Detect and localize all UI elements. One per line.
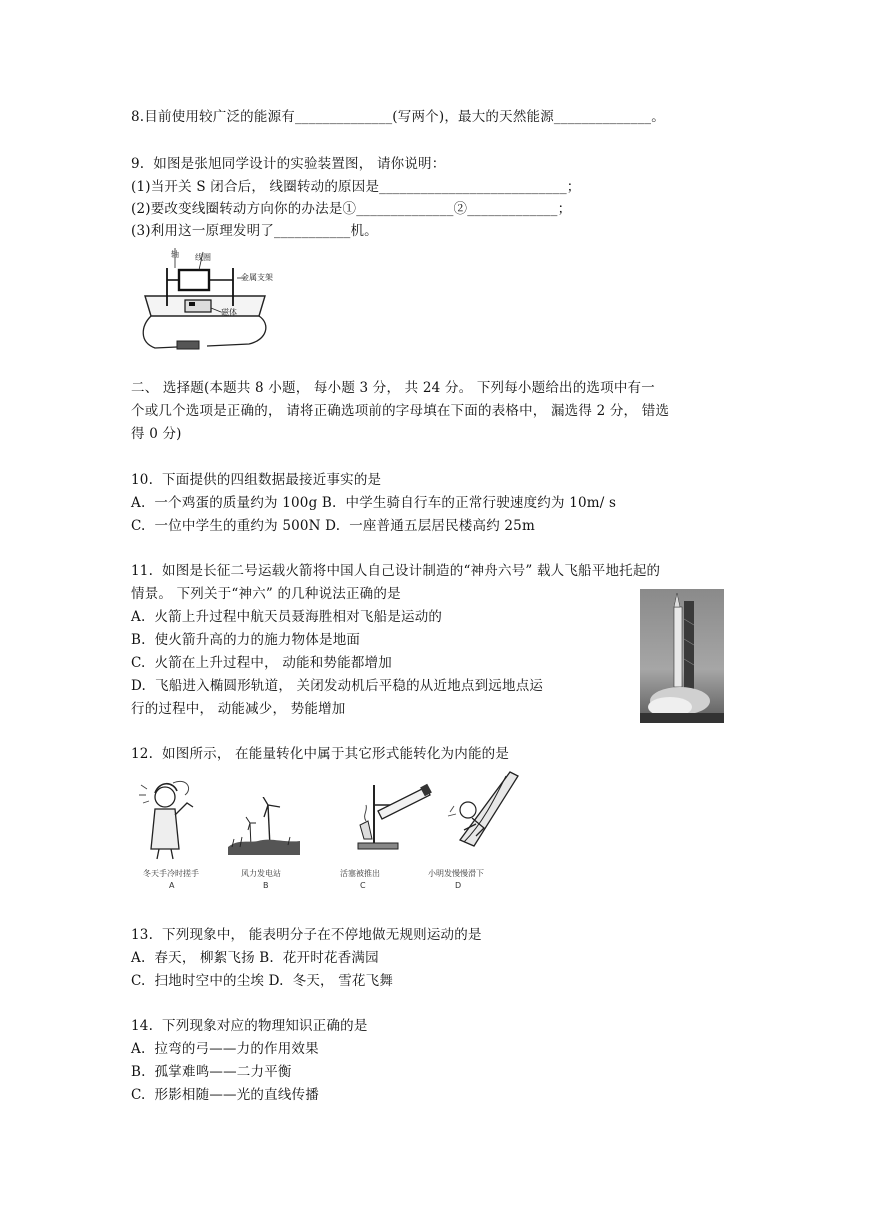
q9-part1: (1)当开关 S 闭合后， 线圈转动的原因是___________________________； <box>131 179 581 195</box>
q11-option-c: C. 火箭在上升过程中， 动能和势能都增加 <box>131 655 392 671</box>
q14-option-b: B. 孤掌难鸣——二力平衡 <box>131 1064 292 1080</box>
q10-stem: 10. 下面提供的四组数据最接近事实的是 <box>131 472 382 488</box>
wind-power-figure <box>228 797 300 855</box>
letter-a: A <box>169 881 175 890</box>
q14-option-a: A. 拉弯的弓——力的作用效果 <box>131 1041 319 1057</box>
caption-c: 活塞被推出 <box>340 869 380 878</box>
q11-option-d-line2: 行的过程中， 动能减少， 势能增加 <box>131 701 346 717</box>
q10-options-cd: C. 一位中学生的重约为 500N D. 一座普通五层居民楼高约 25m <box>131 518 535 534</box>
q13-stem: 13. 下列现象中， 能表明分子在不停地做无规则运动的是 <box>131 927 482 943</box>
caption-d: 小明发慢慢滑下 <box>428 869 484 878</box>
frame-label: 金属支架 <box>241 273 273 282</box>
q9-part3: (3)利用这一原理发明了___________机。 <box>131 223 378 239</box>
q11-stem-line1: 11. 如图是长征二号运载火箭将中国人自己设计制造的“神舟六号” 载人飞船平地托起的 <box>131 563 661 579</box>
q13-options-ab: A. 春天， 柳絮飞扬 B. 花开时花香满园 <box>131 950 379 966</box>
section2-line2: 个或几个选项是正确的， 请将正确选项前的字母填在下面的表格中， 漏选得 2 分， 错选 <box>131 403 670 419</box>
q13-options-cd: C. 扫地时空中的尘埃 D. 冬天， 雪花飞舞 <box>131 973 394 989</box>
caption-b: 风力发电站 <box>241 869 281 878</box>
caption-a: 冬天手冷时搓手 <box>143 869 199 878</box>
q9-stem: 9. 如图是张旭同学设计的实验装置图， 请你说明： <box>131 156 446 172</box>
letter-d: D <box>455 881 462 890</box>
q11-option-a: A. 火箭上升过程中航天员聂海胜相对飞船是运动的 <box>131 609 443 625</box>
q14-option-c: C. 形影相随——光的直线传播 <box>131 1087 319 1103</box>
q12-stem: 12. 如图所示， 在能量转化中属于其它形式能转化为内能的是 <box>131 746 510 762</box>
rubbing-hands-figure <box>137 773 217 863</box>
letter-b: B <box>263 881 269 890</box>
rocket-launch-photo <box>640 589 724 723</box>
section2-line3: 得 0 分) <box>131 426 182 442</box>
q10-options-ab: A. 一个鸡蛋的质量约为 100g B. 中学生骑自行车的正常行驶速度约为 10m/ s <box>131 495 617 511</box>
letter-c: C <box>360 881 366 890</box>
q11-option-b: B. 使火箭升高的力的施力物体是地面 <box>131 632 361 648</box>
piston-test-tube-figure <box>338 781 438 859</box>
section2-line1: 二、 选择题(本题共 8 小题， 每小题 3 分， 共 24 分。 下列每小题给出的选项中有一 <box>131 380 655 396</box>
axis-label: 轴 <box>171 250 179 259</box>
slide-figure <box>440 770 520 862</box>
motor-apparatus-figure <box>137 248 277 356</box>
coil-label: 线圈 <box>195 253 211 262</box>
magnet-label: 磁体 <box>221 308 237 317</box>
q8-line: 8.目前使用较广泛的能源有______________(写两个)，最大的天然能源______________。 <box>131 109 665 125</box>
q14-stem: 14. 下列现象对应的物理知识正确的是 <box>131 1018 368 1034</box>
q9-part2: (2)要改变线圈转动方向你的办法是①______________②_____________； <box>131 201 572 217</box>
q11-option-d-line1: D. 飞船进入椭圆形轨道， 关闭发动机后平稳的从近地点到远地点运 <box>131 678 544 694</box>
q11-stem-line2: 情景。 下列关于“神六” 的几种说法正确的是 <box>131 586 401 602</box>
